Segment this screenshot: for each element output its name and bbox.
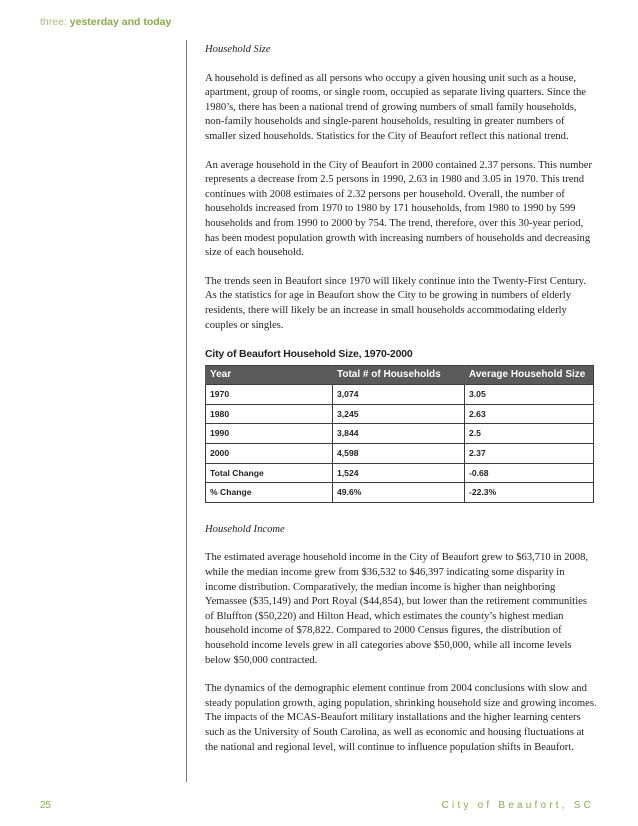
table-header-cell: Average Household Size (465, 365, 594, 385)
table-cell: 1,524 (333, 463, 465, 483)
table-cell: 2.63 (465, 404, 594, 424)
table-cell: 1970 (206, 385, 333, 405)
table-cell: 3,074 (333, 385, 465, 405)
paragraph: The dynamics of the demographic element continue from 2004 conclusions with slow and steady population growth, aging population, shrinking household size and growing incomes. The impacts of the MCAS-Beaufort military installations and the higher learning centers such as the University of South Carolina, as well as economic and housing fluctuations at the national and regional level, will continue to influence population shifts in Beaufort. (205, 683, 597, 753)
table-cell: 1990 (206, 424, 333, 444)
table-cell: 3.05 (465, 385, 594, 405)
section-heading-household-size: Household Size (205, 44, 271, 55)
table-cell: % Change (206, 483, 333, 503)
paragraph: The estimated average household income in the City of Beaufort grew to $63,710 in 2008, while the median income grew from $36,532 to $46,397 indicating some disparity in income distribution. Comparatively, the median income is higher than neighboring Yemassee ($35,149) and Port Royal ($44,854), but lower than the retirement communities of Bluffton ($50,220) and Hilton Head, which estimates the county’s highest median household income of $78,822. Compared to 2000 Census figures, the distribution of household income levels grew in all categories above $50,000, while all income levels below $50,000 contracted. (205, 552, 589, 666)
table-title: City of Beaufort Household Size, 1970-2000 (205, 348, 413, 361)
table-cell: 3,844 (333, 424, 465, 444)
household-size-table (205, 365, 594, 503)
table-cell: -22.3% (465, 483, 594, 503)
page-number: 25 (40, 800, 52, 811)
table-row (206, 463, 594, 483)
table-row (206, 385, 594, 405)
table-header-cell: Total # of Households (333, 365, 465, 385)
table-cell: Total Change (206, 463, 333, 483)
table-cell: 3,245 (333, 404, 465, 424)
footer-document-title: City of Beaufort, SC (441, 800, 594, 811)
paragraph: A household is defined as all persons who occupy a given housing unit such as a house, apartment, group of rooms, or single room, occupied as separate living quarters. Since the 1980’s, there has been a national trend of growing numbers of small family households, non-family households and single-parent households, resulting in greater numbers of smaller sized households. Statistics for the City of Beaufort reflect this national trend. (205, 72, 586, 142)
table-cell: 1980 (206, 404, 333, 424)
spacer (205, 503, 597, 523)
table-cell: 4,598 (333, 444, 465, 464)
table-row (206, 424, 594, 444)
table-cell: 2000 (206, 444, 333, 464)
chapter-title: yesterday and today (69, 16, 172, 28)
vertical-rule (186, 40, 187, 782)
table-cell: 2.37 (465, 444, 594, 464)
paragraph: The trends seen in Beaufort since 1970 will likely continue into the Twenty-First Century. As the statistics for age in Beaufort show the City to be growing in numbers of elderly residents, there will likely be an increase in small households accommodating elderly couples or singles. (205, 275, 586, 331)
table-row (206, 444, 594, 464)
table-row (206, 404, 594, 424)
table-cell: -0.68 (465, 463, 594, 483)
table-cell: 49.6% (333, 483, 465, 503)
table-header-row (206, 365, 594, 385)
paragraph: An average household in the City of Beaufort in 2000 contained 2.37 persons. This number represents a decrease from 2.5 persons in 1990, 2.63 in 1980 and 3.05 in 1970. This trend continues with 2008 estimates of 2.32 persons per household. Overall, the number of households increased from 1970 to 1980 by 171 households, from 1980 to 1990 by 599 households and from 1990 to 2000 by 754. The trend, therefore, over this 30-year period, has been modest population growth with increasing numbers of households and decreasing size of each household. (205, 159, 592, 259)
section-heading-household-income: Household Income (205, 523, 285, 535)
table-row (206, 483, 594, 503)
chapter-prefix: three: (40, 16, 67, 28)
chapter-header (40, 16, 171, 28)
main-content (205, 43, 597, 769)
table-cell: 2.5 (465, 424, 594, 444)
table-header-cell: Year (206, 365, 333, 385)
